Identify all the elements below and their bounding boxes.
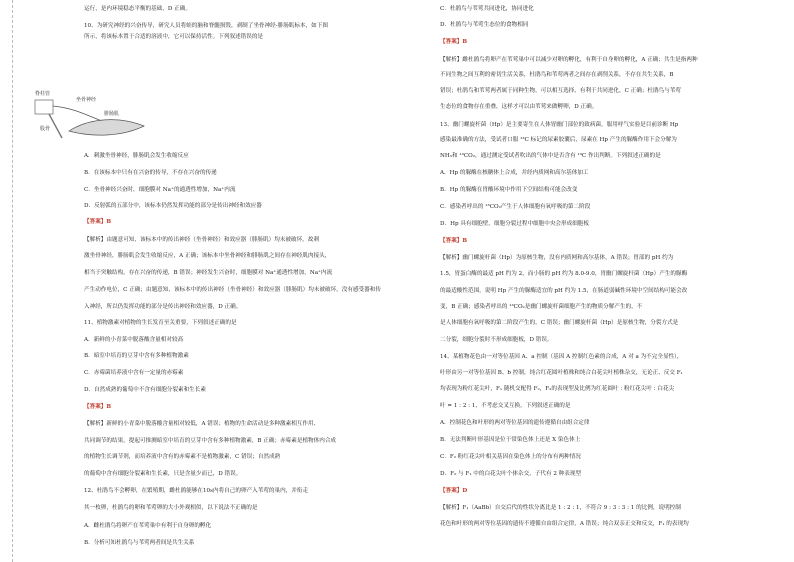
text-line: 12、杜鹃鸟不会孵卵，在繁殖期，雌杜鹃能够在10s内将自己的卵产入苇莺的巢内，并衔走 <box>84 488 309 494</box>
text-line: 共同调节的结果，提起可推测暗室中培育的豆芽中含有多种植物激素，B 正确；赤霉素是植物体内合成 <box>84 438 337 444</box>
text-line: NH₃和 ¹³CO₂，通过测定受试者吹出的气体中是否含有 ¹³C 作出判断。下列叙述正确的是 <box>440 153 661 159</box>
text-line: 【解析】由题意可知，该标本中的传出神经（坐骨神经）和效应器（腓肠肌）均未被破坏，故刺 <box>84 237 319 243</box>
text-line: 产生动作电位，C 正确；由题意知，该标本中的传出神经（坐骨神经）和效应器（腓肠肌）均未被破坏，没有感受器和传 <box>84 287 381 293</box>
text-line: 10、为研究神经的兴奋传导，研究人员将蛙的脑和脊髓损毁，剥制了坐骨神经-腓肠肌标本，如下图 <box>84 23 328 29</box>
nerve-muscle-figure <box>34 86 154 142</box>
text-line: 13、幽门螺旋杆菌（Hp）是主要寄生在人体胃幽门部位的致病菌。服用呼气实验是目前诊断 Hp <box>440 122 679 128</box>
text-line: A．控制花色和叶形的两对等位基因的遗传遵循自由组合定律 <box>440 420 590 426</box>
sciatic-nerve-shape <box>53 106 104 122</box>
text-line: D．Hp 具有细胞壁，细胞分裂过程中细胞中央会形成细胞板 <box>440 221 589 227</box>
answer-line: 【答案】D <box>440 488 468 494</box>
figure-label-sciatic: 坐骨神经 <box>76 97 97 103</box>
text-line: 生态位的食物存在重叠，这样才可以由苇莺来做孵卵，D 正确。 <box>440 104 598 110</box>
text-line: 11、植物激素对植物的生长发育至关重要，下列叙述正确的是 <box>84 320 237 326</box>
text-line: D．F₂ 与 F₁ 中的白花尖叶个体杂交，子代有 2 种表现型 <box>440 471 582 477</box>
text-line: 【解析】F₁（AaBb）自交后代的性状分离比是 1 : 2 : 1，不符合 9 : 3 : 3 : 1 的比例，说明控制 <box>440 505 681 511</box>
text-line: 入神经，所以仍发挥功能的部分是传出神经和效应器，D 正确。 <box>84 304 242 310</box>
gastrocnemius-shape <box>69 120 144 135</box>
text-line: 均表现为粉红花尖叶，F₁ 随机交配得 F₂，F₂的表现型及比例为红花圆叶 : 粉红花尖叶 : 白花尖 <box>440 386 675 392</box>
text-line: 其一枚卵，杜鹃鸟的卵和苇莺卵的大小外观相似，以下说法不正确的是 <box>84 505 258 511</box>
spinal-column-shape <box>35 100 53 114</box>
text-line: 花色和叶形的两对等位基因的遗传不遵循自由组合定律，A 错误；纯合双亲正交和反交，F₁ 的表现均 <box>440 521 689 527</box>
figure-label-muscle: 腓肠肌 <box>104 111 120 117</box>
text-line: C．感染者呼出的 ¹³CO₂产生于人体细胞有氧呼吸的第二阶段 <box>440 204 591 210</box>
text-line: C．赤霉菌培养液中含有一定量的赤霉素 <box>84 370 184 376</box>
text-line: B．无法判断叶形基因是位于常染色体上还是 X 染色体上 <box>440 437 581 443</box>
text-line: 错误；杜鹃鸟和苇莺两者属于同种生物，可以相互选择，有利于共同进化，C 正确；杜鹃鸟与苇莺 <box>440 88 681 94</box>
text-line: 1.5，胃蛋白酶的最适 pH 约为 2，而小肠的 pH 约为 8.0-9.0，胃幽门螺旋杆菌（Hp）产生的脲酶 <box>440 271 688 277</box>
text-line: 的葡萄中含有细胞分裂素和生长素，只是含量少而已，D 错误。 <box>84 471 242 477</box>
text-line: 【解析】幽门螺旋杆菌（Hp）为原核生物，没有内质网和高尔基体，A 错误；胃部的 pH 约为 <box>440 255 674 261</box>
text-line: 是人体细胞有氧呼吸的第二阶段产生的，C 错误；幽门螺旋杆菌（Hp）是原核生物，分裂方式是 <box>440 320 679 326</box>
text-line: 的最适酸性范围，说明 Hp 产生的脲酶适宜的 pH 约为 1.5，在肠道弱碱性环境中空间结构可能会改 <box>440 288 688 294</box>
text-line: 二分裂，细胞分裂时不形成细胞板，D 错误。 <box>440 337 553 343</box>
answer-line: 【答案】B <box>440 238 468 244</box>
answer-line: 【答案】B <box>440 39 468 45</box>
text-line: A．Hp 的脲酶在核糖体上合成，并经内质网和高尔基体加工 <box>440 170 589 176</box>
text-line: A．刺激坐骨神经，腓肠肌会发生收缩反应 <box>84 153 189 159</box>
text-line: 【解析】新鲜的小青菜中脱落酸含量相对较低，A 错误；植物的生命活动是多种激素相互作用、 <box>84 421 320 427</box>
text-line: 激坐骨神经，腓肠肌会发生收缩反应，A 正确；该标本中坐骨神经和腓肠肌之间存在神经肌肉接头， <box>84 253 331 259</box>
text-line: 所示，将该标本置于合适的溶液中，它可以保持活性。下列叙述错误的是 <box>84 34 264 40</box>
text-line: 变，B 正确；感染者呼出的 ¹³CO₂是幽门螺旋杆菌细胞产生的物质分解产生的，不 <box>440 304 643 310</box>
figure-label-femur: 股骨 <box>40 126 51 132</box>
text-line: C．坐骨神经兴奋时，细胞膜对 Na⁺的通透性增加，Na⁺内流 <box>84 187 236 193</box>
text-line: 【解析】雌杜鹃鸟将卵产在苇莺巢中可以减少对卵的孵化，有利于自身卵的孵化，A 正确；共生是指两种 <box>440 57 698 63</box>
text-line: B．在该标本中只有在兴奋的传导，不存在兴奋的传递 <box>84 170 217 176</box>
text-line: B．暗室中培育的豆芽中含有多种植物激素 <box>84 353 189 359</box>
text-line: 感染最准确的方法，受试者口服 ¹³C 标记的尿素胶囊后，尿素在 Hp 产生的脲酶作用下会分解为 <box>440 137 677 143</box>
text-line: B．Hp 的脲酶在胃酸环境中作用下空间结构可能会改变 <box>440 187 578 193</box>
text-line: D．自然成熟的葡萄中不含有细胞分裂素和生长素 <box>84 387 206 393</box>
binding-margin-line <box>12 0 14 562</box>
text-line: D．反射弧的五部分中，该标本仍然发挥功能的部分是传出神经和效应器 <box>84 203 262 209</box>
femur-shape <box>49 114 62 138</box>
text-line: 叶 = 1 : 2 : 1，不考虑交叉互换，下列叙述正确的是 <box>440 403 571 409</box>
answer-line: 【答案】B <box>84 404 112 410</box>
text-line: B．分析可知杜鹃鸟与苇莺两者间是共生关系 <box>84 540 195 546</box>
text-line: C．杜鹃鸟与苇莺共同进化，协同进化 <box>440 6 534 12</box>
text-line: A．新鲜的小青菜中脱落酸含量相对较高 <box>84 337 184 343</box>
text-line: A．雌杜鹃鸟将卵产在苇莺巢中有利于自身卵的孵化 <box>84 523 212 529</box>
text-line: C．F₂ 粉红花尖叶相关基因在染色体上的分布有两种情况 <box>440 454 581 460</box>
text-line: 相当于突触结构，存在兴奋的传递，B 错误；神经发生兴奋时，细胞膜对 Na⁺通透性增加，Na⁺内流 <box>84 270 333 276</box>
text-line: 运行，是内环境稳态平衡的基础，D 正确。 <box>84 6 191 12</box>
text-line: D．杜鹃鸟与苇莺生态位的食物相同 <box>440 22 529 28</box>
text-line: 不同生物之间互利的密切生活关系，杜鹃鸟和苇莺两者之间存在剥削关系，不存在共生关系，B <box>440 72 674 78</box>
text-line: 的植物生长调节剂，而培养液中含有的赤霉素不是植物激素，C 错误；自然成熟 <box>84 454 281 460</box>
text-line: 叶形由另一对等位基因 B、b 控制，纯合红花圆叶植株和纯合白花尖叶植株杂交，无论正、反交 F₁ <box>440 370 683 376</box>
text-line: 14、某植物花色由一对等位基因 A、a 控制（基因 A 控制红色素的合成，A 对 a 为不完全显性）， <box>440 354 683 360</box>
answer-line: 【答案】B <box>84 219 112 225</box>
figure-label-spinal: 脊柱管 <box>35 91 51 97</box>
